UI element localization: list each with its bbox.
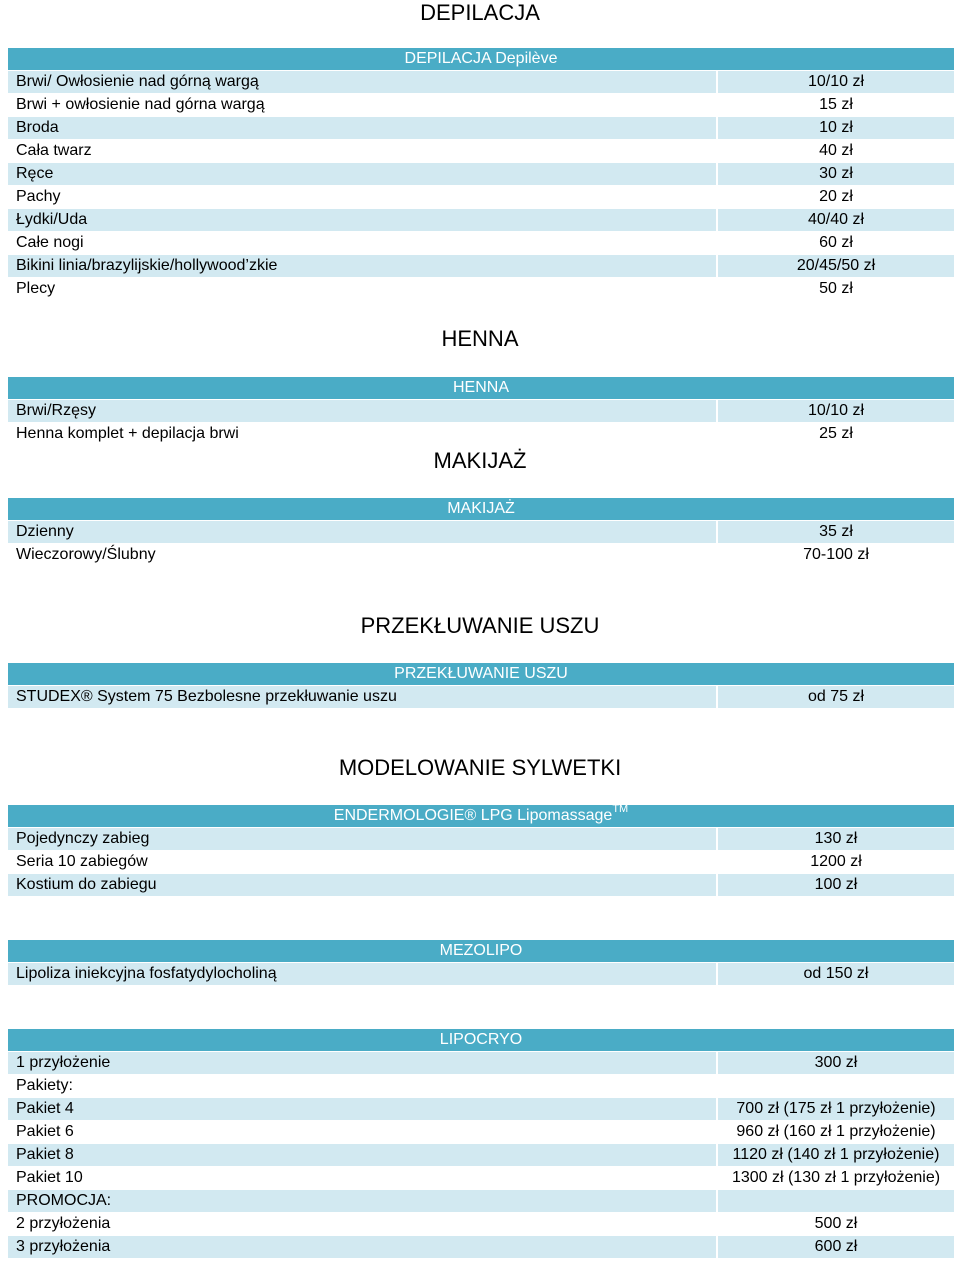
- service-name: Wieczorowy/Ślubny: [16, 546, 156, 563]
- service-price: 10 zł: [716, 117, 954, 139]
- table-row: [8, 422, 954, 445]
- table-row: [8, 1074, 954, 1097]
- service-name: Seria 10 zabiegów: [16, 853, 148, 870]
- service-price: 100 zł: [716, 874, 954, 896]
- table-row: [8, 185, 954, 208]
- service-price: [716, 1190, 954, 1212]
- service-price: 1200 zł: [716, 851, 954, 873]
- table-lipocryo: [8, 1029, 954, 1258]
- service-price: 960 zł (160 zł 1 przyłożenie): [716, 1121, 954, 1143]
- service-name: PROMOCJA:: [16, 1192, 112, 1209]
- table-row: [8, 1212, 954, 1235]
- table-header: PRZEKŁUWANIE USZU: [8, 663, 954, 685]
- service-price: 40/40 zł: [716, 209, 954, 231]
- table-header: MAKIJAŻ: [8, 498, 954, 520]
- service-price: od 150 zł: [716, 963, 954, 985]
- service-price: 130 zł: [716, 828, 954, 850]
- table-row: [8, 850, 954, 873]
- service-name: Broda: [16, 119, 59, 136]
- table-row: [8, 93, 954, 116]
- table-endermologie: [8, 805, 954, 896]
- section-title-henna: HENNA: [441, 326, 519, 351]
- service-price: 20 zł: [716, 186, 954, 208]
- service-price: 25 zł: [716, 423, 954, 445]
- service-name: 3 przyłożenia: [16, 1238, 111, 1255]
- service-name: STUDEX® System 75 Bezbolesne przekłuwanie uszu: [16, 688, 397, 705]
- service-price: 600 zł: [716, 1236, 954, 1258]
- service-price: 10/10 zł: [716, 400, 954, 422]
- service-price: od 75 zł: [716, 686, 954, 708]
- service-name: Cała twarz: [16, 142, 92, 159]
- table-header: LIPOCRYO: [8, 1029, 954, 1051]
- service-name: Pojedynczy zabieg: [16, 830, 150, 847]
- table-row: [8, 116, 954, 139]
- service-price: 60 zł: [716, 232, 954, 254]
- service-name: Pakiet 8: [16, 1146, 74, 1163]
- table-row: [8, 231, 954, 254]
- service-name: Lipoliza iniekcyjna fosfatydylocholiną: [16, 965, 277, 982]
- service-name: 1 przyłożenie: [16, 1054, 111, 1071]
- service-price: 35 zł: [716, 521, 954, 543]
- table-header: DEPILACJA Depilève: [8, 48, 954, 70]
- service-price: 10/10 zł: [716, 71, 954, 93]
- table-header-label: ENDERMOLOGIE® LPG Lipomassage: [333, 807, 613, 824]
- service-name: Henna komplet + depilacja brwi: [16, 425, 239, 442]
- service-price: 1120 zł (140 zł 1 przyłożenie): [716, 1144, 954, 1166]
- table-row: [8, 208, 954, 231]
- service-name: Pakiet 4: [16, 1100, 74, 1117]
- service-price: 500 zł: [716, 1213, 954, 1235]
- table-header: HENNA: [8, 377, 954, 399]
- table-header: [8, 805, 954, 827]
- section-title-przekluwanie: PRZEKŁUWANIE USZU: [360, 613, 600, 638]
- service-name: Brwi + owłosienie nad górna wargą: [16, 96, 265, 113]
- table-row: [8, 1120, 954, 1143]
- table-header: MEZOLIPO: [8, 940, 954, 962]
- service-name: Bikini linia/brazylijskie/hollywood’zkie: [16, 257, 278, 274]
- table-row: [8, 543, 954, 566]
- table-makijaz: [8, 498, 954, 566]
- table-row: [8, 70, 954, 93]
- service-name: 2 przyłożenia: [16, 1215, 111, 1232]
- section-title-makijaz: MAKIJAŻ: [433, 448, 527, 473]
- table-row: [8, 162, 954, 185]
- table-depilacja: [8, 48, 954, 300]
- table-row: [8, 277, 954, 300]
- service-price: 15 zł: [716, 94, 954, 116]
- table-mezolipo: [8, 940, 954, 985]
- table-row: [8, 254, 954, 277]
- table-henna: [8, 377, 954, 445]
- trademark-mark: TM: [612, 803, 629, 815]
- table-row: [8, 1235, 954, 1258]
- service-name: Pakiet 10: [16, 1169, 83, 1186]
- service-name: Plecy: [16, 280, 56, 297]
- table-row: [8, 827, 954, 850]
- service-price: 30 zł: [716, 163, 954, 185]
- table-row: [8, 399, 954, 422]
- table-row: [8, 873, 954, 896]
- service-price: 700 zł (175 zł 1 przyłożenie): [716, 1098, 954, 1120]
- service-name: Pachy: [16, 188, 61, 205]
- table-przekluwanie: [8, 663, 954, 708]
- service-price: 300 zł: [716, 1052, 954, 1074]
- service-name: Łydki/Uda: [16, 211, 88, 228]
- service-name: Całe nogi: [16, 234, 84, 251]
- service-name: Pakiet 6: [16, 1123, 74, 1140]
- table-row: [8, 139, 954, 162]
- service-name: Kostium do zabiegu: [16, 876, 157, 893]
- table-row: [8, 520, 954, 543]
- service-name: Pakiety:: [16, 1077, 73, 1094]
- service-name: Brwi/Rzęsy: [16, 402, 97, 419]
- service-price: 1300 zł (130 zł 1 przyłożenie): [716, 1167, 954, 1189]
- table-row: [8, 962, 954, 985]
- table-row: [8, 1166, 954, 1189]
- section-title-depilacja: DEPILACJA: [420, 0, 540, 25]
- service-price: 20/45/50 zł: [716, 255, 954, 277]
- table-row: [8, 685, 954, 708]
- section-title-modelowanie: MODELOWANIE SYLWETKI: [338, 755, 622, 780]
- table-row: [8, 1143, 954, 1166]
- service-price: 70-100 zł: [716, 544, 954, 566]
- service-name: Brwi/ Owłosienie nad górną wargą: [16, 73, 259, 90]
- service-price: [716, 1075, 954, 1097]
- service-name: Ręce: [16, 165, 54, 182]
- service-name: Dzienny: [16, 523, 74, 540]
- table-row: [8, 1189, 954, 1212]
- table-row: [8, 1051, 954, 1074]
- service-price: 40 zł: [716, 140, 954, 162]
- service-price: 50 zł: [716, 278, 954, 300]
- table-row: [8, 1097, 954, 1120]
